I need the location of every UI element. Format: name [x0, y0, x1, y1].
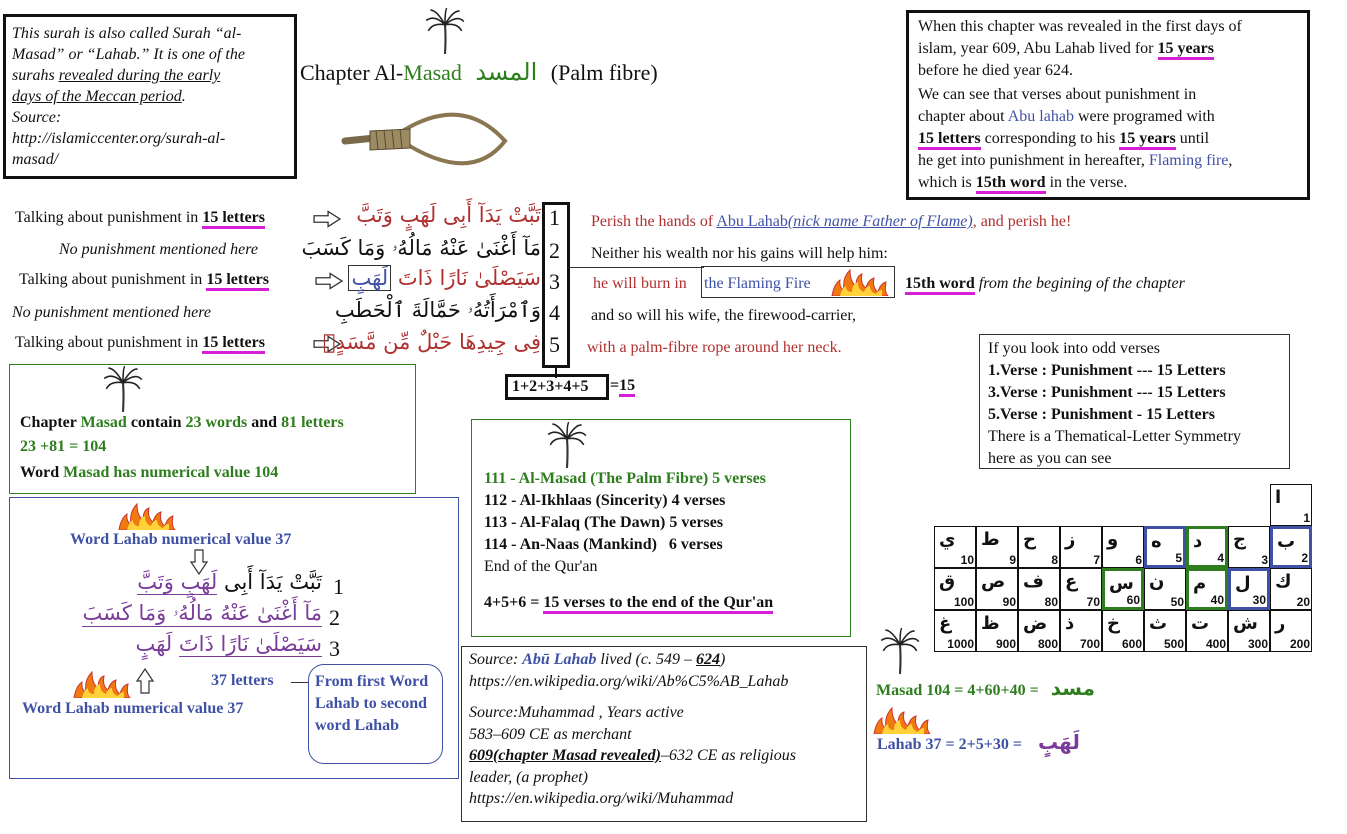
abjad-cell — [1186, 610, 1228, 652]
odd-line: 1.Verse : Punishment --- 15 Letters — [988, 362, 1226, 379]
abjad-letter: ط — [981, 529, 1000, 550]
abjad-letter: ض — [1023, 613, 1048, 634]
lahab-distance-bubble: From first Word Lahab to second word Lahab — [308, 664, 443, 764]
palm-tree-icon — [878, 628, 922, 676]
connector-line — [570, 267, 704, 268]
abjad-letter: ظ — [981, 613, 1000, 634]
arrow-up-icon — [136, 668, 154, 694]
abjad-cell — [1186, 568, 1228, 610]
source-box — [461, 646, 867, 822]
verse-1-arabic: تَبَّتْ يَدَآ أَبِى لَهَبٍ وَتَبَّ — [356, 203, 541, 227]
lahab-calc: Lahab لَهَبٍ = 2+5+30 = 37 — [877, 730, 1080, 754]
intro-line: This surah is also called Surah “al- — [12, 25, 242, 42]
verse-number: 3 — [329, 636, 340, 661]
abjad-cell — [976, 568, 1018, 610]
verse-number: 5 — [549, 332, 560, 357]
odd-line: There is a Thematical-Letter Symmetry — [988, 428, 1241, 445]
verse-row-3-left: Talking about punishment in 15 letters — [19, 271, 269, 289]
verse-1-english: Perish the hands of Abu Lahab(nick name Father of Flame), and perish he! — [591, 213, 1072, 230]
fifteenth-word-note: 15th word from the begining of the chapter — [905, 275, 1185, 293]
lahab-boxed-word: لَهَبٍ — [348, 265, 391, 291]
verse-number: 4 — [549, 300, 560, 325]
abjad-letter: ع — [1065, 571, 1078, 592]
abjad-letter: و — [1107, 529, 1119, 550]
verse-sum-result: =15 — [610, 377, 635, 395]
palm-tree-icon — [424, 8, 466, 56]
abjad-value: 2 — [1301, 551, 1308, 565]
abjad-value: 700 — [1079, 637, 1100, 651]
verse-3-english: he will burn in — [593, 275, 687, 292]
abjad-value: 200 — [1289, 637, 1310, 651]
abjad-cell — [976, 610, 1018, 652]
abjad-cell — [934, 610, 976, 652]
abjad-value: 60 — [1126, 593, 1140, 607]
verse-2-english: Neither his wealth nor his gains will help him: — [591, 245, 888, 262]
info-line: before he died year 624. — [918, 62, 1074, 79]
abjad-value: 9 — [1009, 553, 1016, 567]
source-link[interactable]: https://en.wikipedia.org/wiki/Ab%C5%AB_Lahab — [469, 672, 789, 690]
abjad-value: 80 — [1044, 595, 1058, 609]
abjad-value: 400 — [1205, 637, 1226, 651]
chapter-line: 111 - Al-Masad (The Palm Fibre) 5 verses — [484, 470, 766, 487]
abjad-cell — [1018, 526, 1060, 568]
intro-line: Source: — [12, 109, 62, 126]
odd-line: 3.Verse : Punishment --- 15 Letters — [988, 384, 1226, 401]
source-line: leader, (a prophet) — [469, 768, 588, 786]
abjad-value: 1000 — [947, 637, 974, 651]
intro-line: surahs revealed during the early — [12, 67, 221, 84]
lahab-bottom-label: Word Lahab numerical value 37 — [22, 700, 244, 717]
abjad-value: 50 — [1170, 595, 1184, 609]
abjad-value: 1 — [1303, 511, 1310, 525]
flaming-fire-label: the Flaming Fire — [704, 275, 811, 292]
abjad-value: 8 — [1051, 553, 1058, 567]
abjad-letter: خ — [1107, 613, 1120, 634]
abjad-value: 20 — [1296, 595, 1310, 609]
info-line: islam, year 609, Abu Lahab lived for 15 years — [918, 38, 1298, 60]
abjad-cell — [934, 568, 976, 610]
verse-2-arabic: مَآ أَغْنَىٰ عَنْهُ مَالُهُۥ وَمَا كَسَبَ — [301, 236, 541, 260]
abjad-letter: ث — [1149, 613, 1168, 634]
abjad-value: 7 — [1093, 553, 1100, 567]
abjad-cell — [1144, 526, 1186, 568]
abjad-letter: ل — [1235, 573, 1251, 594]
info-line: 15 letters corresponding to his 15 years until — [918, 128, 1298, 150]
verse-row-4-left: No punishment mentioned here — [12, 304, 211, 321]
verse-row-2-left: No punishment mentioned here — [59, 241, 258, 258]
abjad-cell — [1018, 610, 1060, 652]
palm-tree-icon — [102, 366, 144, 414]
abjad-cell — [1228, 610, 1270, 652]
verse-number: 2 — [329, 605, 340, 630]
info-line: chapter about Abu lahab were programed with — [918, 108, 1215, 125]
abjad-letter: ن — [1149, 571, 1165, 592]
intro-underlined: revealed during the early — [58, 67, 221, 84]
source-line: 583–609 CE as merchant — [469, 725, 632, 743]
abjad-letter: ه — [1151, 531, 1162, 552]
abjad-cell — [1228, 526, 1270, 568]
abjad-letter: ر — [1275, 613, 1286, 634]
abjad-cell — [1186, 526, 1228, 568]
source-line: Source:Muhammad , Years active — [469, 704, 684, 721]
verse-5-arabic: فِى جِيدِهَا حَبْلٌ مِّن مَّسَدٍۭ — [322, 330, 541, 354]
count-line: Word Masad has numerical value 104 — [20, 464, 279, 481]
verse-sum-box: 1+2+3+4+5 — [505, 374, 609, 400]
abjad-cell — [1270, 526, 1312, 568]
masad-calc: Masad مسد = 4+60+40 = 104 — [876, 676, 1096, 700]
source-link[interactable]: https://en.wikipedia.org/wiki/Muhammad — [469, 790, 734, 807]
abjad-cell — [1270, 610, 1312, 652]
intro-line: Masad” or “Lahab.” It is one of the — [12, 46, 245, 63]
abjad-cell — [1060, 568, 1102, 610]
abjad-value: 800 — [1037, 637, 1058, 651]
source-line: Source: Abū Lahab lived (c. 549 – 624) — [469, 651, 726, 668]
verse-number: 1 — [333, 574, 344, 599]
abjad-value: 300 — [1247, 637, 1268, 651]
abjad-letter: د — [1193, 531, 1203, 552]
abjad-letter: ت — [1191, 613, 1210, 634]
masad-count-box — [9, 364, 416, 494]
abjad-value: 600 — [1121, 637, 1142, 651]
abjad-value: 10 — [960, 553, 974, 567]
last-chapters-box — [471, 419, 851, 637]
count-line: Chapter Masad contain 23 words and 81 letters — [20, 414, 344, 431]
verse-row-5-left: Talking about punishment in 15 letters — [15, 334, 265, 352]
count-line: 23 +81 = 104 — [20, 438, 107, 455]
abjad-value: 40 — [1210, 593, 1224, 607]
abjad-cell — [1144, 568, 1186, 610]
abjad-letter: ش — [1233, 613, 1258, 634]
info-line: When this chapter was revealed in the first days of — [918, 18, 1242, 35]
flame-icon — [72, 668, 132, 698]
abjad-cell — [1060, 610, 1102, 652]
abjad-letter: س — [1109, 573, 1134, 594]
abjad-cell — [1102, 568, 1144, 610]
abjad-value: 90 — [1002, 595, 1016, 609]
lahab-count-label: 37 letters — [211, 672, 274, 689]
intro-link[interactable]: http://islamiccenter.org/surah-al- — [12, 130, 226, 147]
verse-4-arabic: وَٱمْرَأَتُهُۥ حَمَّالَةَ ٱلْحَطَبِ — [334, 298, 541, 322]
revelation-info-box — [906, 10, 1310, 200]
abjad-letter: غ — [939, 613, 952, 634]
abjad-letter: ح — [1023, 529, 1036, 550]
abjad-cell — [1270, 484, 1312, 526]
verse-5-english: with a palm-fibre rope around her neck. — [587, 339, 842, 356]
abjad-cell — [1270, 568, 1312, 610]
rope-noose-icon — [340, 96, 520, 186]
abjad-value: 4 — [1217, 551, 1224, 565]
chapter-line: 114 - An-Naas (Mankind) 6 verses — [484, 536, 723, 553]
lahab-verse-3: سَيَصْلَىٰ نَارًا ذَاتَ لَهَبٍ — [135, 632, 322, 656]
flame-icon — [117, 500, 177, 530]
info-line: he get into punishment in hereafter, Flaming fire, — [918, 152, 1233, 169]
verse-4-english: and so will his wife, the firewood-carrier, — [591, 307, 857, 324]
abjad-cell — [1060, 526, 1102, 568]
intro-box — [3, 14, 297, 179]
abjad-value: 100 — [953, 595, 974, 609]
abjad-letter: ص — [981, 571, 1006, 592]
odd-verses-box — [979, 334, 1290, 469]
abjad-letter: ب — [1277, 531, 1296, 552]
lahab-top-label: Word Lahab numerical value 37 — [70, 531, 292, 548]
verse-number: 2 — [549, 238, 560, 263]
abjad-letter: ف — [1023, 571, 1044, 592]
abjad-letter: ا — [1275, 487, 1282, 508]
connector-line — [291, 682, 309, 683]
info-line: We can see that verses about punishment in — [918, 86, 1197, 103]
abjad-value: 30 — [1252, 593, 1266, 607]
verse-3-arabic: سَيَصْلَىٰ نَارًا ذَاتَ لَهَبٍ — [348, 266, 541, 290]
page-title: Chapter Al-Masad المسد (Palm fibre) — [300, 58, 658, 86]
info-line: which is 15th word in the verse. — [918, 172, 1298, 194]
intro-line: days of the Meccan period. — [12, 88, 186, 105]
abjad-cell — [1102, 610, 1144, 652]
odd-line: here as you can see — [988, 450, 1112, 467]
abjad-cell — [976, 526, 1018, 568]
chapter-sum-line: 4+5+6 = 15 verses to the end of the Qur'an — [484, 592, 838, 614]
palm-tree-icon — [546, 422, 588, 470]
abjad-letter: ك — [1275, 571, 1292, 592]
abjad-cell — [1018, 568, 1060, 610]
verse-row-1-left: Talking about punishment in 15 letters — [15, 209, 265, 227]
verse-number: 3 — [549, 269, 560, 294]
abjad-cell — [1228, 568, 1270, 610]
verse-number: 1 — [549, 205, 560, 230]
source-line: 609(chapter Masad revealed)–632 CE as religious — [469, 747, 796, 764]
abjad-value: 900 — [995, 637, 1016, 651]
lahab-verse-1: تَبَّتْ يَدَآ أَبِى لَهَبٍ وَتَبَّ — [137, 570, 322, 594]
flame-icon — [830, 266, 890, 296]
abjad-letter: ي — [939, 529, 956, 550]
abjad-letter: م — [1193, 573, 1207, 594]
odd-line: 5.Verse : Punishment - 15 Letters — [988, 406, 1215, 423]
odd-line: If you look into odd verses — [988, 340, 1160, 357]
abjad-cell — [1102, 526, 1144, 568]
arrow-right-icon — [313, 210, 341, 228]
arrow-right-icon — [315, 272, 343, 290]
abjad-value: 70 — [1086, 595, 1100, 609]
chapter-line: 113 - Al-Falaq (The Dawn) 5 verses — [484, 514, 724, 531]
abjad-value: 3 — [1261, 553, 1268, 567]
abjad-letter: ز — [1065, 529, 1076, 550]
abjad-value: 500 — [1163, 637, 1184, 651]
abjad-value: 5 — [1175, 551, 1182, 565]
intro-link[interactable]: masad/ — [12, 151, 59, 168]
abjad-cell — [1144, 610, 1186, 652]
chapter-line: 112 - Al-Ikhlaas (Sincerity) 4 verses — [484, 492, 726, 509]
abjad-letter: ذ — [1065, 613, 1075, 634]
abjad-value: 6 — [1135, 553, 1142, 567]
abjad-cell — [934, 526, 976, 568]
lahab-verse-2: مَآ أَغْنَىٰ عَنْهُ مَالُهُۥ وَمَا كَسَبَ — [82, 601, 322, 625]
chapter-line: End of the Qur'an — [484, 558, 598, 575]
abjad-letter: ق — [939, 571, 956, 592]
intro-underlined: days of the Meccan period — [12, 88, 182, 105]
abjad-letter: ج — [1233, 529, 1246, 550]
